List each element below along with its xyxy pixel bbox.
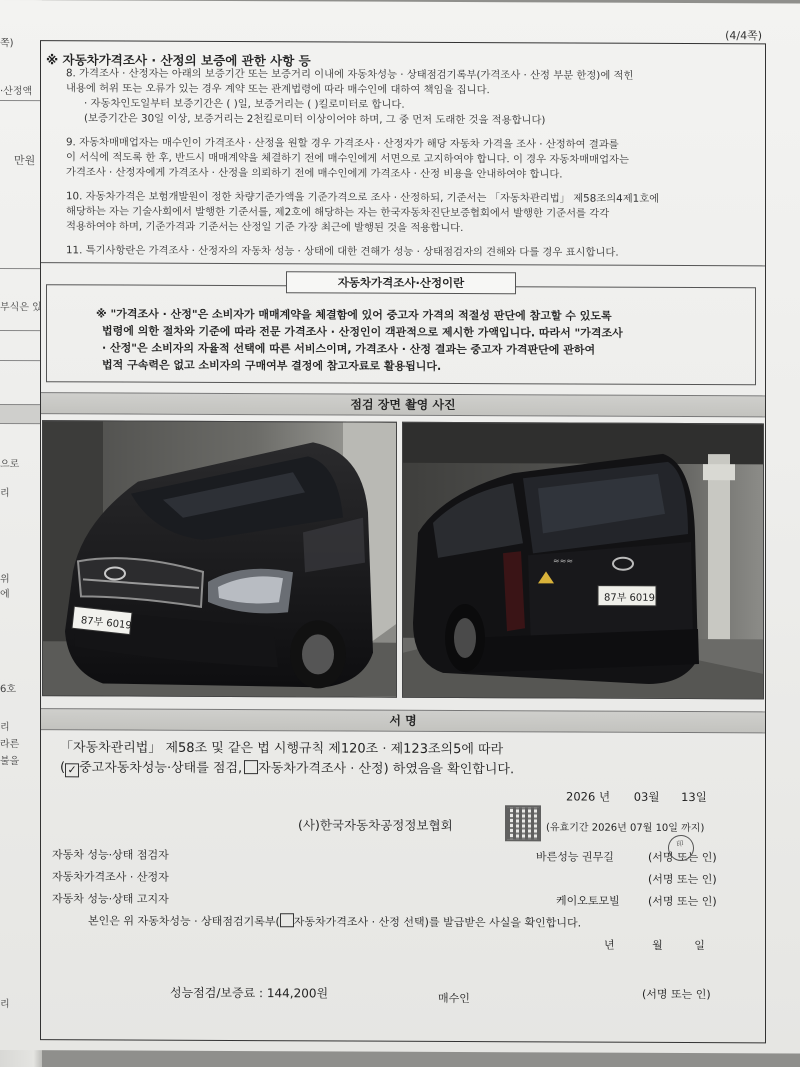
rear-plate-text: 87부 6019 [604, 592, 656, 604]
sign-date-month: 03 [633, 789, 649, 804]
item-line: 10. 자동차가격은 보험개발원이 정한 차량기준가액을 기준가격으로 조사 · 산정하되, 기준서는 「자동차관리법」 제58조의4제1호에 [66, 190, 660, 205]
item-sub-line: (보증기간은 30일 이상, 보증거리는 2천킬로미터 이상이어야 하며, 그 중 먼저 도래한 것을 적용합니다) [84, 112, 546, 127]
notifier-name: 케이오토모빌 [556, 894, 620, 908]
definition-line: · 산정"은 소비자의 자율적 선택에 따른 서비스이며, 가격조사 · 산정 결과는 중고자 가격판단에 관하여 [102, 341, 596, 357]
edge-label: 6호 [0, 684, 17, 696]
item-line: 이 서식에 적도록 한 후, 반드시 매매계약을 체결하기 전에 매수인에게 서면으로 고지하여야 합니다. 이 경우 자동차매매업자는 [66, 151, 629, 166]
edge-label: 쪽) [0, 38, 14, 50]
receipt-text-pre: 본인은 위 자동차성능 · 상태점검기록부( [88, 914, 280, 929]
buyer-label: 매수인 [438, 991, 470, 1006]
edge-label: 만원 [14, 154, 36, 168]
receipt-date-month: 월 [652, 938, 663, 952]
validity-period: (유효기간 2026년 07월 10일 까지) [546, 822, 705, 835]
edge-label: 으로 [0, 459, 20, 471]
item-sub-line: · 자동차인도일부터 보증기간은 ( )일, 보증거리는 ( )킬로미터로 합니다. [84, 97, 405, 111]
signature-statement [60, 738, 514, 780]
rear-photo-drawing [403, 423, 764, 700]
front-plate-text: 87부 6019 [80, 615, 133, 632]
qr-code-icon [505, 805, 541, 841]
edge-label: ·산정액 [0, 86, 33, 98]
sign-date-month-unit: 월 [648, 789, 660, 804]
guarantee-items [66, 66, 756, 270]
signature-section-title: 서 명 [41, 708, 765, 733]
edge-label: 위 [0, 574, 10, 586]
association-name: (사)한국자동차공정정보협회 [298, 817, 453, 833]
edge-divider [0, 330, 40, 331]
item-line: 해당하는 자는 기술사회에서 발행한 기준서를, 제2호에 해당하는 자는 한국자동차진단보증협회에서 발행한 기준서를 각각 [66, 205, 610, 220]
sign-date [566, 788, 707, 805]
edge-label: 리 [0, 722, 10, 734]
item-line: 11. 특기사항란은 가격조사 · 산정자의 자동차 성능 · 상태에 대한 견해가 성능 · 상태점검자의 견해와 다를 경우 표시합니다. [66, 244, 619, 259]
item-line: 적용하여야 하며, 기준가격과 기준서는 산정일 기준 가장 최근에 발행된 것을 적용합니다. [66, 220, 464, 235]
front-vehicle-photo [42, 420, 397, 698]
inspector-name: 바른성능 권무길 [536, 850, 614, 864]
price-surveyor-sign: (서명 또는 인) [648, 872, 717, 887]
item-9 [66, 135, 756, 183]
page-number: (4/4쪽) [725, 29, 762, 43]
statement-line-2: ( ✓ 중고자동차성능·상태를 점검, 자동차가격조사 · 산정) 하였음을 확인합니다. [60, 760, 515, 778]
definition-text [96, 305, 736, 376]
edge-label: 부식은 있 [0, 302, 42, 314]
definition-line: 법적 구속력은 없고 소비자의 구매여부 결정에 참고자료로 활용됩니다. [102, 358, 442, 373]
inspection-fee: 성능점검/보증료 : 144,200원 [170, 985, 329, 1001]
sign-date-year: 2026 [566, 789, 596, 804]
edge-divider [0, 360, 40, 361]
seal-stamp-icon: 印 [666, 833, 697, 864]
edge-divider [0, 268, 40, 269]
buyer-sign: (서명 또는 인) [642, 987, 711, 1002]
statement-line-1: 「자동차관리법」 제58조 및 같은 법 시행규칙 제120조 · 제123조의5에 따라 [60, 740, 504, 758]
definition-line: 법령에 의한 절차와 기준에 따라 전문 가격조사 · 산정인이 객관적으로 제시한 가액입니다. 따라서 "가격조사 [102, 324, 623, 340]
inspector-label: 자동차 성능·상태 점검자 [52, 848, 169, 862]
edge-label: 리 [0, 999, 10, 1011]
rear-badge: ≈≈≈ [553, 556, 574, 566]
item-11 [66, 243, 756, 261]
definition-title: 자동차가격조사·산정이란 [286, 271, 516, 294]
edge-label: 라른 [0, 739, 20, 751]
price-surveyor-label: 자동차가격조사 · 산정자 [52, 870, 169, 884]
check1-label: 중고자동차성능·상태를 점검, [79, 760, 243, 777]
edge-divider [0, 100, 40, 101]
edge-label: 에 [0, 589, 10, 601]
section-heading: ※ 자동차가격조사 · 산정의 보증에 관한 사항 등 [46, 52, 311, 69]
notifier-sign: (서명 또는 인) [648, 894, 717, 909]
item-10 [66, 189, 756, 237]
receipt-text-post: 자동차가격조사 · 산정 선택)를 발급받은 사실을 확인합니다. [293, 915, 582, 930]
check2-label: 자동차가격조사 · 산정) 하였음을 확인합니다. [258, 761, 515, 778]
item-line: 내용에 허위 또는 오류가 있는 경우 계약 또는 관계법령에 따라 매수인에 대하여 책임을 집니다. [66, 82, 490, 97]
item-8 [66, 66, 756, 129]
receipt-date [604, 937, 705, 953]
front-photo-drawing [43, 421, 397, 698]
edge-divider [0, 404, 40, 424]
item-line: 8. 가격조사 · 산정자는 아래의 보증기간 또는 보증거리 이내에 자동차성능 · 상태점검기록부(가격조사 · 산정 부분 한정)에 적힌 [66, 67, 634, 82]
definition-line: ※ "가격조사 · 산정"은 소비자가 매매계약을 체결함에 있어 중고자 가격의 적절성 판단에 참고할 수 있도록 [96, 307, 612, 323]
notifier-label: 자동차 성능·상태 고지자 [52, 892, 169, 906]
sign-date-year-unit: 년 [598, 789, 611, 804]
receipt-statement [88, 912, 581, 930]
receipt-date-year: 년 [604, 938, 615, 952]
item-line: 가격조사 · 산정자에게 가격조사 · 산정을 의뢰하기 전에 매수인에게 가격조사 · 산정 비용을 안내하여야 합니다. [66, 166, 563, 181]
receipt-price-checkbox[interactable] [280, 913, 294, 927]
photo-section-title: 점검 장면 촬영 사진 [41, 392, 765, 417]
rear-vehicle-photo [402, 422, 764, 700]
sign-date-day: 13 [681, 789, 696, 805]
price-survey-checkbox[interactable] [244, 760, 258, 774]
inspector-sign: (서명 또는 인) [648, 850, 717, 865]
item-line: 9. 자동차매매업자는 매수인이 가격조사 · 산정을 원할 경우 가격조사 · 산정자가 해당 자동차 가격을 조사 · 산정하여 결과를 [66, 136, 619, 151]
edge-label: 리 [0, 488, 10, 500]
performance-check-checkbox[interactable]: ✓ [65, 763, 79, 777]
edge-label: 불을 [0, 756, 20, 768]
sign-date-day-unit: 일 [695, 790, 707, 805]
receipt-date-day: 일 [694, 939, 705, 953]
